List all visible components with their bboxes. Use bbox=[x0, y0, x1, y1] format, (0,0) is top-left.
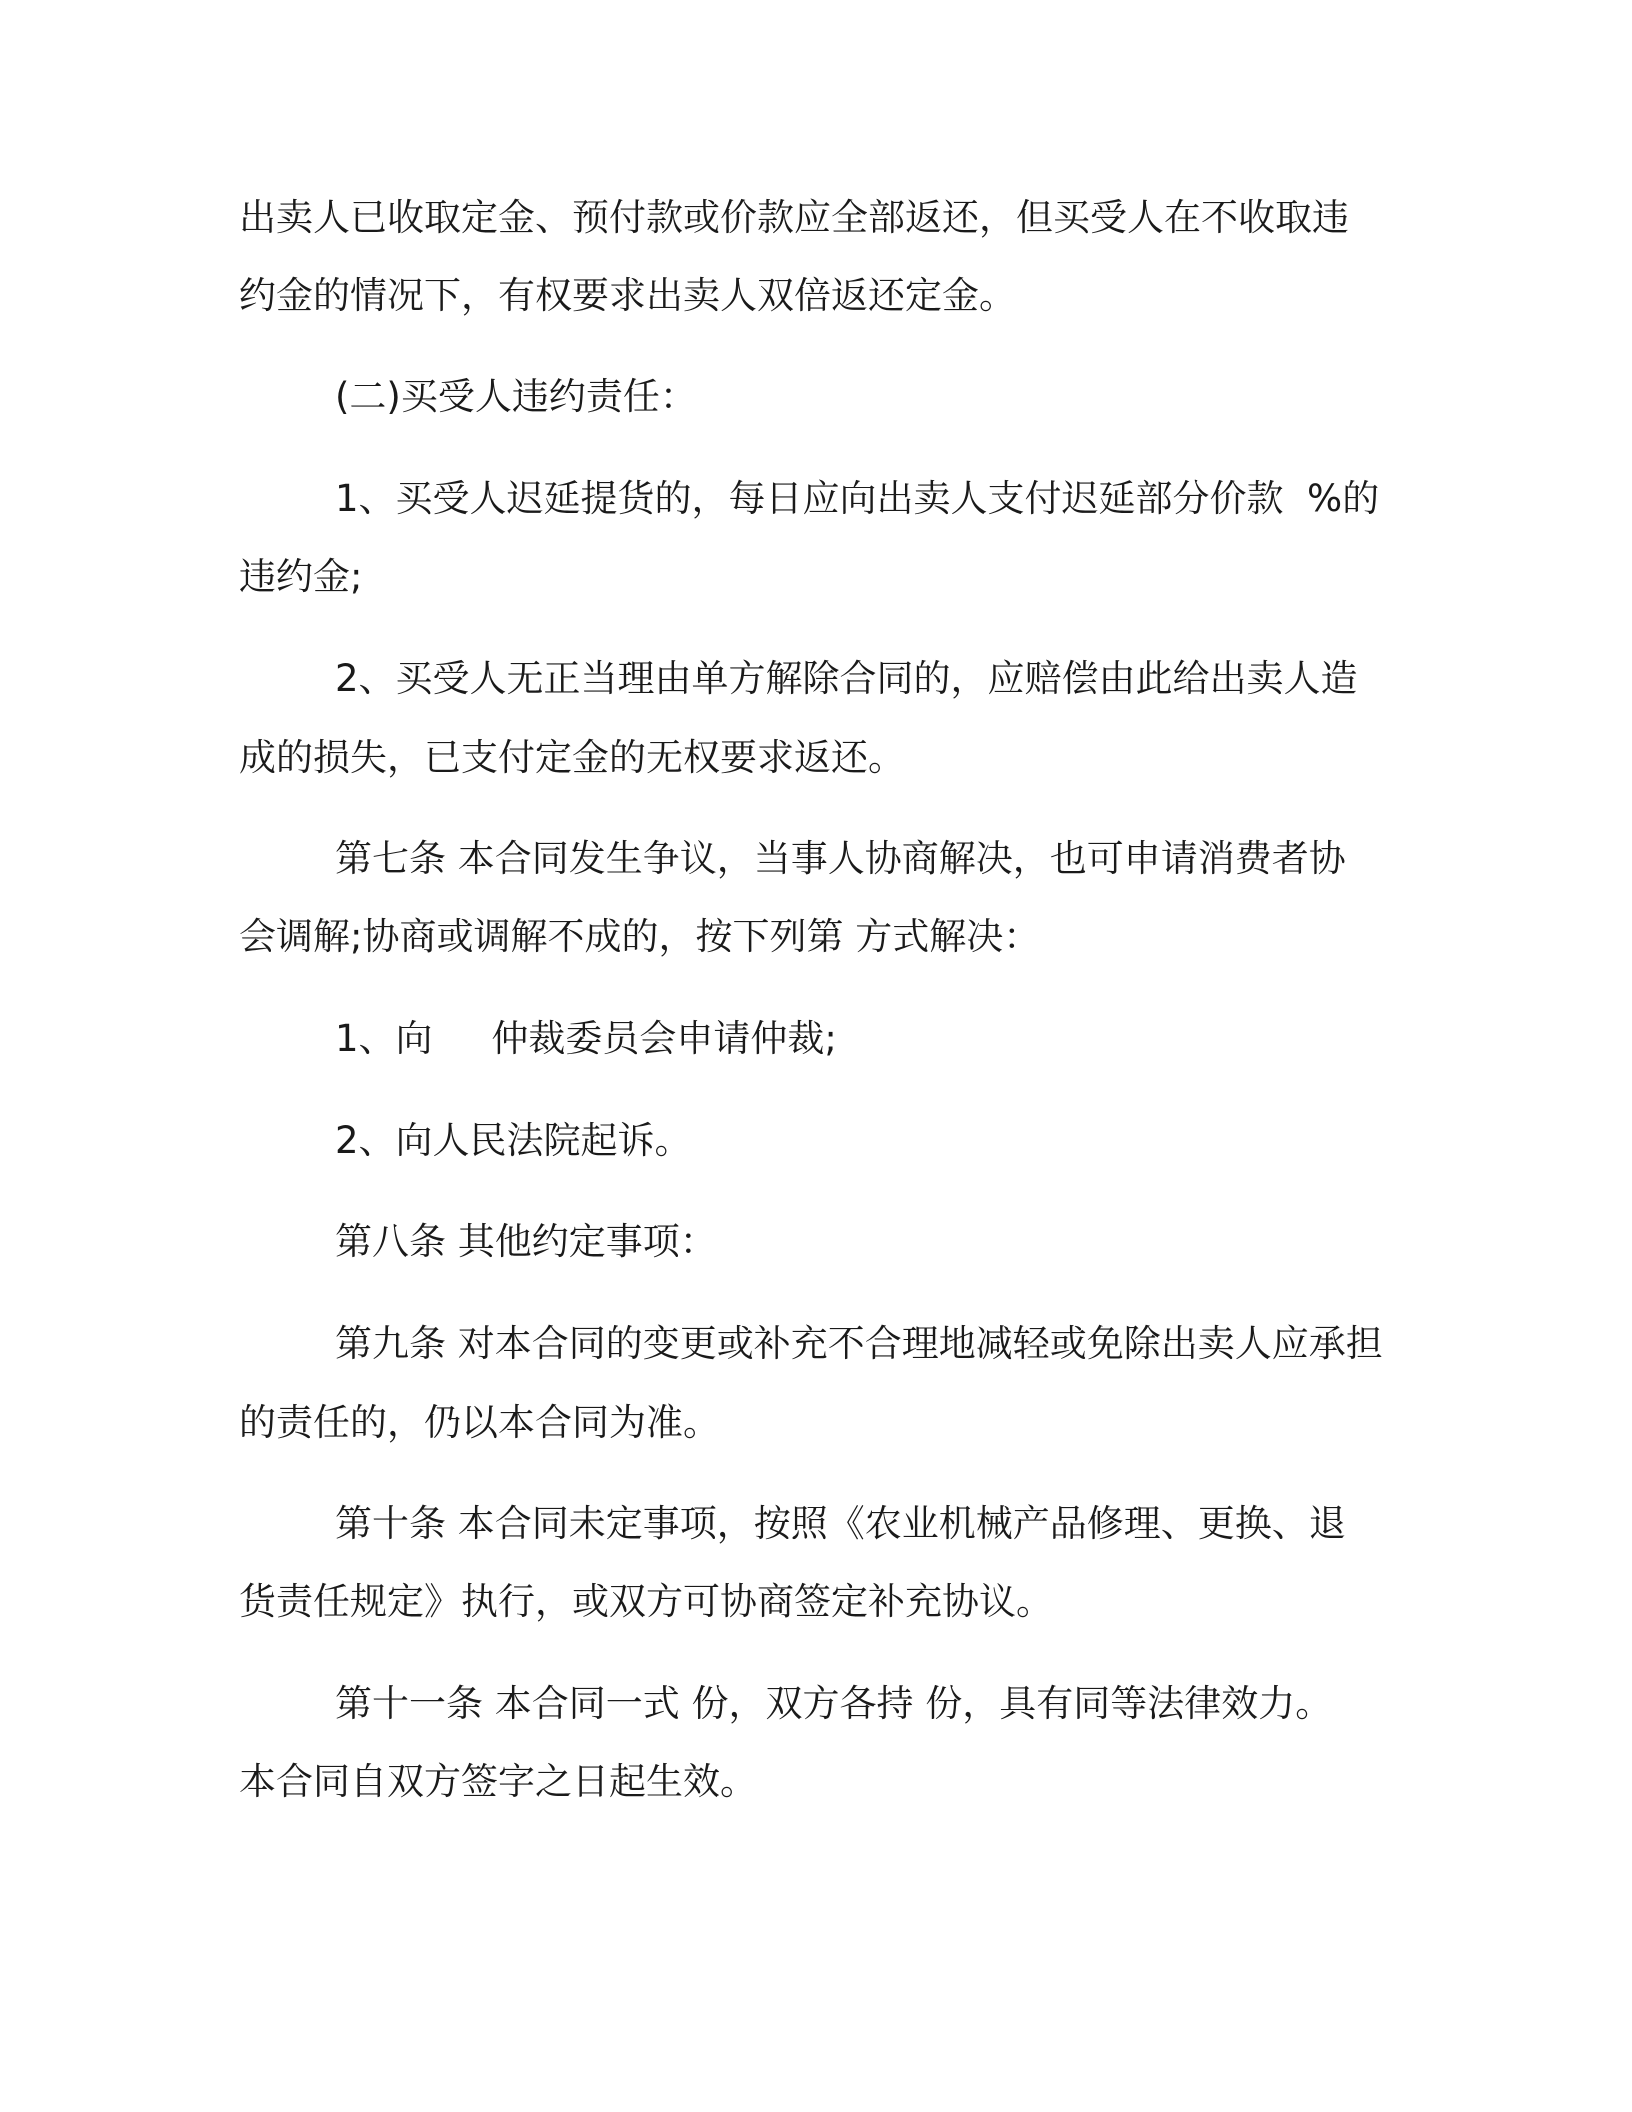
paragraph-arbitration: 1、向 仲裁委员会申请仲裁; bbox=[335, 1017, 837, 1060]
article-11-line-1: 第十一条 本合同一式 份，双方各持 份，具有同等法律效力。 bbox=[335, 1682, 1333, 1725]
article-7-line-2: 会调解;协商或调解不成的，按下列第 方式解决： bbox=[239, 915, 1041, 958]
article-9-line-2: 的责任的，仍以本合同为准。 bbox=[239, 1401, 720, 1444]
article-10-line-2: 货责任规定》执行，或双方可协商签定补充协议。 bbox=[239, 1580, 1053, 1623]
paragraph-3-line-1: 1、买受人迟延提货的，每日应向出卖人支付迟延部分价款 %的 bbox=[335, 477, 1380, 520]
paragraph-2: (二)买受人违约责任： bbox=[335, 375, 697, 418]
article-9-line-1: 第九条 对本合同的变更或补充不合理地减轻或免除出卖人应承担 bbox=[335, 1322, 1383, 1365]
paragraph-1-line-1: 出卖人已收取定金、预付款或价款应全部返还，但买受人在不收取违 bbox=[239, 196, 1349, 239]
article-8: 第八条 其他约定事项： bbox=[335, 1220, 717, 1263]
paragraph-4-line-2: 成的损失，已支付定金的无权要求返还。 bbox=[239, 736, 905, 779]
article-7-line-1: 第七条 本合同发生争议，当事人协商解决，也可申请消费者协 bbox=[335, 837, 1346, 880]
article-11-line-2: 本合同自双方签字之日起生效。 bbox=[239, 1760, 757, 1803]
paragraph-4-line-1: 2、买受人无正当理由单方解除合同的，应赔偿由此给出卖人造 bbox=[335, 657, 1358, 700]
article-10-line-1: 第十条 本合同未定事项，按照《农业机械产品修理、更换、退 bbox=[335, 1502, 1346, 1545]
paragraph-1-line-2: 约金的情况下，有权要求出卖人双倍返还定金。 bbox=[239, 274, 1016, 317]
paragraph-court: 2、向人民法院起诉。 bbox=[335, 1119, 692, 1162]
paragraph-3-line-2: 违约金; bbox=[239, 555, 363, 598]
